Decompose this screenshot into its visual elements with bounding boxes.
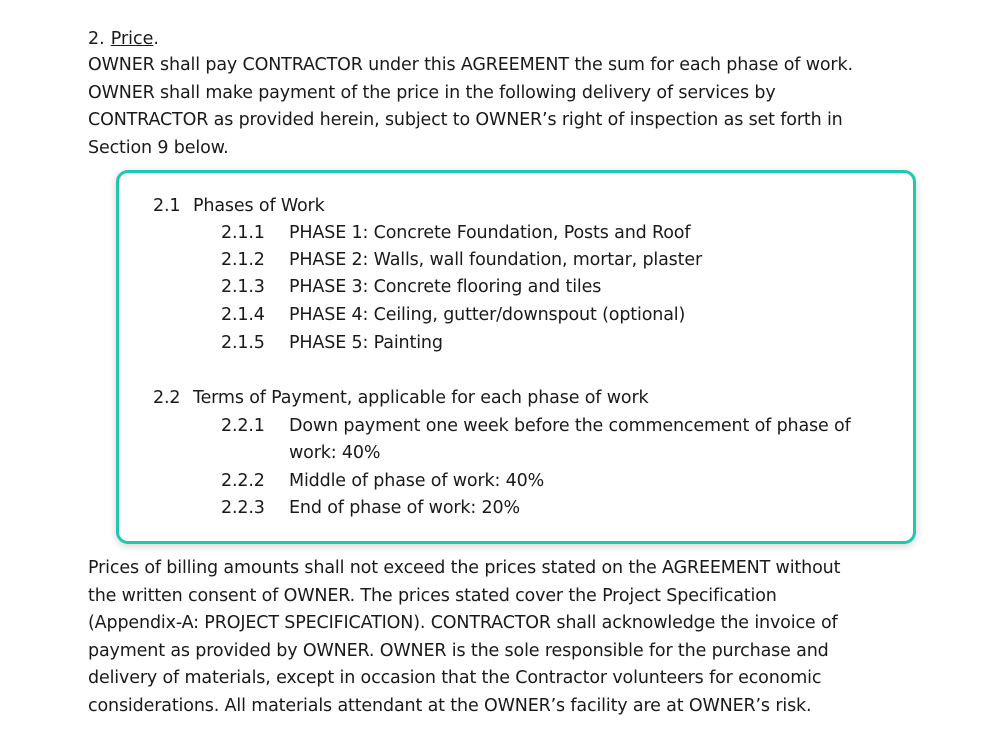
payment-terms-number: 2.2	[153, 388, 181, 408]
phase-item-number: 2.1.4	[221, 305, 265, 325]
phase-item	[221, 247, 702, 274]
phase-item	[221, 274, 601, 301]
payment-term-text: Down payment one week before the commencement of phase of	[289, 416, 851, 436]
payment-term-item	[221, 468, 544, 495]
payment-term-text: Middle of phase of work: 40%	[289, 471, 545, 491]
payment-term-item	[221, 495, 520, 522]
payment-term-number: 2.2.1	[221, 416, 265, 436]
section-title-period: .	[153, 29, 159, 49]
payment-term-number: 2.2.3	[221, 498, 265, 518]
intro-line: OWNER shall make payment of the price in the following delivery of services by	[88, 82, 776, 103]
phase-item	[221, 220, 690, 247]
closing-line: considerations. All materials attendant at the OWNER’s facility are at OWNER’s risk.	[88, 695, 812, 716]
intro-line: OWNER shall pay CONTRACTOR under this AGREEMENT the sum for each phase of work.	[88, 55, 853, 75]
phase-item-number: 2.1.3	[221, 277, 265, 297]
section-title: Price	[110, 29, 154, 49]
closing-line: payment as provided by OWNER. OWNER is the sole responsible for the purchase and	[88, 640, 829, 661]
phase-item	[221, 302, 685, 329]
phases-heading	[153, 193, 325, 220]
section-number: 2.	[88, 29, 105, 49]
closing-line: (Appendix-A: PROJECT SPECIFICATION). CONTRACTOR shall acknowledge the invoice of	[88, 613, 838, 634]
intro-line: CONTRACTOR as provided herein, subject to OWNER’s right of inspection as set forth in	[88, 110, 843, 131]
payment-term-continuation: work: 40%	[289, 443, 381, 463]
payment-terms-heading	[153, 385, 648, 412]
phase-item-number: 2.1.2	[221, 250, 265, 270]
payment-terms-title: Terms of Payment, applicable for each phase of work	[193, 388, 649, 408]
payment-term-number: 2.2.2	[221, 471, 265, 491]
phase-item-text: PHASE 1: Concrete Foundation, Posts and Roof	[289, 223, 691, 243]
phases-number: 2.1	[153, 196, 181, 216]
phases-title: Phases of Work	[193, 196, 325, 216]
phase-item-number: 2.1.1	[221, 223, 265, 243]
closing-line: the written consent of OWNER. The prices stated cover the Project Specification	[88, 585, 777, 606]
closing-line: Prices of billing amounts shall not exceed the prices stated on the AGREEMENT without	[88, 558, 841, 578]
payment-term-text: End of phase of work: 20%	[289, 498, 521, 518]
highlighted-price-terms-box	[116, 170, 916, 544]
phase-item-text: PHASE 3: Concrete flooring and tiles	[289, 277, 602, 297]
intro-paragraph	[88, 52, 928, 162]
phase-item-number: 2.1.5	[221, 333, 265, 353]
closing-paragraph	[88, 555, 928, 721]
phase-item	[221, 330, 443, 357]
section-heading	[88, 27, 159, 51]
closing-line: delivery of materials, except in occasion that the Contractor volunteers for economic	[88, 668, 822, 689]
intro-line: Section 9 below.	[88, 137, 229, 158]
payment-term-item	[221, 413, 851, 440]
phase-item-text: PHASE 4: Ceiling, gutter/downspout (optional)	[289, 305, 686, 325]
phase-item-text: PHASE 5: Painting	[289, 333, 443, 353]
phase-item-text: PHASE 2: Walls, wall foundation, mortar, plaster	[289, 250, 703, 270]
